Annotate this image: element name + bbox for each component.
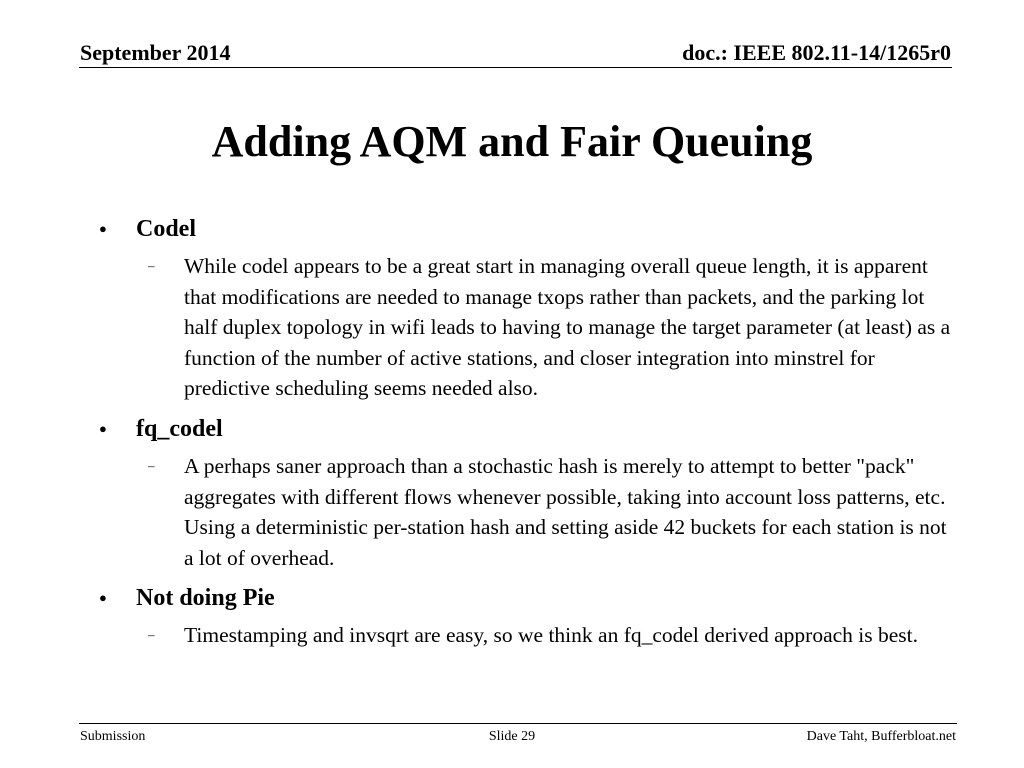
sub-bullet-text: While codel appears to be a great start in managing overall queue length, it is apparent that modifications are needed to manage txops rather than packets, and the parking lot half duplex topology in wifi leads to having to manage the target parameter (at least) as a function of the number of active stations, and closer integration into minstrel for predictive scheduling seems needed also. (184, 254, 951, 401)
bullet-item (96, 409, 956, 449)
sub-bullet-text: Timestamping and invsqrt are easy, so we think an fq_codel derived approach is best. (184, 623, 919, 648)
footer-divider (79, 723, 957, 724)
bullet-label: Codel (136, 216, 196, 242)
sub-bullet-item (96, 620, 956, 651)
bullet-label: fq_codel (136, 415, 223, 442)
bullet-item (96, 209, 956, 249)
slide-body (96, 209, 956, 656)
sub-bullet-dash-icon: – (148, 258, 155, 273)
sub-bullet-dash-icon: – (148, 627, 155, 643)
header-date: September 2014 (80, 40, 231, 65)
bullet-dot-icon: ● (99, 590, 107, 606)
sub-bullet-item (96, 451, 956, 573)
slide-title: Adding AQM and Fair Queuing (211, 117, 813, 166)
sub-bullet-dash-icon: – (148, 457, 155, 473)
footer-author: Dave Taht, Bufferbloat.net (806, 729, 956, 744)
bullet-label: Not doing Pie (136, 585, 275, 612)
header-doc-id: doc.: IEEE 802.11-14/1265r0 (682, 40, 951, 65)
footer-slide-number: Slide 29 (488, 729, 536, 744)
bullet-dot-icon: ● (99, 221, 107, 236)
header-divider (79, 67, 952, 68)
bullet-dot-icon: ● (99, 420, 107, 436)
sub-bullet-item (96, 251, 956, 404)
sub-bullet-text: A perhaps saner approach than a stochastic hash is merely to attempt to better "pack" aggregates with different flows whenever possible, taking into account loss patterns, etc. Using a deterministic per-station hash and setting aside 42 buckets for each station is not a lot of overhead. (184, 453, 947, 570)
footer-submission: Submission (80, 729, 146, 744)
bullet-item (96, 578, 956, 618)
